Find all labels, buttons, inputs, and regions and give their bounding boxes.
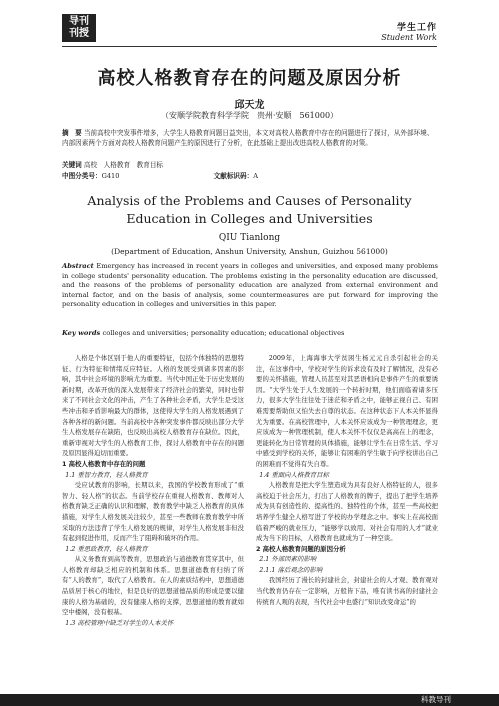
abstract-en-label: Abstract: [62, 262, 94, 270]
abstract-cn: [62, 128, 438, 148]
logo-line-2: 刊授: [69, 28, 89, 39]
paper-title-cn: 高校人格教育存在的问题及原因分析: [97, 68, 402, 89]
header-rule: [62, 46, 437, 47]
doc-code-label: 文献标识码：: [213, 172, 254, 180]
body-paragraph: 我国经历了漫长的封建社会，封建社会的人才观、教育观对当代教育仍存在一定影响，万般皆下品，唯有读书高的封建社会传统育人观的表现，当代社会中也盛行“知识改变命运”的: [256, 576, 438, 606]
section-heading: 1.2 重思政教育，轻人格教育: [65, 544, 148, 553]
keywords-en-label: Key words: [62, 329, 101, 337]
body-column-right: [256, 353, 438, 607]
body-paragraph: 从义务教育到高等教育，思想政治与道德教育贯穿其中，但人格教育却缺乏相应的机制和体系。思想道德教育归纳了所有“人的教育”，取代了人格教育。在人的素质结构中，思想道德品质居于核心的地位，但是良好的思想道德品质的形成是要以健康的人格为基础的，没有健康人格的支撑，思想道德的教育就如空中楼阁，没有根基。: [62, 555, 244, 617]
paper-title-en-line-1: Analysis of the Problems and Causes of Personality: [87, 193, 412, 208]
footer-journal-name: 科教导刊: [421, 695, 451, 704]
section-heading: 2.1.1 落后观念的影响: [259, 565, 323, 574]
body-paragraph: 人格教育是把大学生塑造成为具有良好人格特征的人，很多高校迫于社会压力，打出了人格教育的牌子，提出了把学生培养成为具有创造性的、提高性的、独特性的个体，甚至一些高校把培养学生健全人格写进了学校的办学理念之中。事实上在高校面临着严峻的就业压力，“能够学以致用、对社会有用的人才”就业成为当下的目标，人格教育也就成为了一种空谈。: [256, 481, 438, 543]
body-paragraph: 受应试教育的影响，长期以来，我国的学校教育形成了“重智力、轻人格”的状态。当前学校存在重视人格教育、教师对人格教育缺乏正确的认识和理解，教育教学中缺乏人格教育的具体措施，对学生人格发展关注较少，甚至一些教师在教育教学中所采取的方法违背了学生人格发展的规律，对学生人格发展非但没有起到促进作用，反而产生了阻碍和破坏的作用。: [62, 481, 244, 543]
journal-section-en: Student Work: [381, 33, 437, 42]
keywords-en: [62, 329, 438, 339]
class-value: G410: [101, 172, 120, 180]
journal-section-cn: 学生工作: [396, 23, 437, 33]
author-cn: 邱天龙: [234, 100, 265, 111]
section-heading: 1.1 重智力教育，轻人格教育: [65, 470, 148, 479]
footer-bar: [0, 694, 499, 706]
paper-title-en-line-2: Education in Colleges and Universities: [126, 211, 373, 226]
author-en: QIU Tianlong: [218, 233, 281, 243]
journal-section: [381, 20, 437, 42]
section-heading: 2.1 外部因素的影响: [259, 555, 317, 564]
abstract-en-text: Emergency has increased in recent years in colleges and universities, and exposed many problems in college students' personality education. The problems existing in the personality education are discussed, and the reasons of the problems of personality education are analyzed from external environment and internal factor, and on the basis of analysis, some countermeasures are put forward for improving the personality education in colleges and universities in this paper.: [62, 262, 438, 308]
section-heading: 1 高校人格教育中存在的问题: [62, 459, 146, 468]
section-heading: 1.4 重面向人格教育目标: [259, 470, 329, 479]
abstract-en: [62, 262, 438, 310]
paper-title-en: [0, 192, 499, 228]
keywords-cn-text: 高校 人格教育 教育目标: [83, 161, 164, 169]
keywords-cn-label: 关键词: [62, 161, 82, 169]
affiliation-cn: （安顺学院教育科学学院 贵州·安顺 561000）: [160, 111, 339, 120]
doc-code-value: A: [253, 172, 258, 180]
logo-line-1: 导刊: [69, 16, 89, 27]
affiliation-en: (Department of Education, Anshun University, Anshun, Guizhou 561000): [111, 247, 388, 256]
section-heading: 2 高校人格教育问题的原因分析: [256, 544, 346, 553]
class-label: 中图分类号：: [62, 172, 102, 180]
journal-logo: [62, 14, 96, 42]
abstract-cn-text: 当前高校中突发事件增多，大学生人格教育问题日益突出，本文对高校人格教育中存在的问题进行了探讨，从外部环境、内部因素两个方面对高校人格教育问题产生的原因进行了分析，在此基础上提出改进高校人格教育的对策。: [62, 129, 434, 147]
keywords-cn: [62, 160, 438, 170]
keywords-en-text: colleges and universities; personality education; educational objectives: [102, 329, 345, 337]
section-heading: 1.3 高校管理中缺乏对学生的人本关怀: [65, 618, 174, 627]
body-column-left: [62, 353, 244, 628]
classification-cn: [62, 171, 438, 181]
body-paragraph: 人格是个体区别于他人的重要特征，包括个体独特的思想特征、行为特征和情绪反应特征。人格的发展受到诸多因素的影响，其中社会环境的影响尤为重要。当代中国正处于历史发展的新时期，改革开放的深入发展带来了经济社会的繁荣，同时也带来了不同社会文化的冲击，产生了各种社会矛盾，大学生是受这些冲击和矛盾影响最大的群体，这使得大学生的人格发展遇到了各种各样的新问题。当前高校中各种突发事件都反映出部分大学生人格发展存在缺陷，也反映出高校人格教育存在缺位。因此，重新审视对大学生的人格教育工作，探讨人格教育中存在的问题及原因显得迫切而重要。: [62, 354, 244, 458]
body-paragraph: 2009年，上海海事大学贫困生杨元元自杀引起社会的关注，在这事件中，学校对学生的诉求没有及时了解情况，没有必要的关怀措施，管理人员甚至对其恶语相向是事件产生的重要诱因。“大学生处于人生发展的一个转折时期，他们面临着诸多压力，很多大学生往往处于迷茫和矛盾之中，能够正视自己、有困难需要帮助但又怕失去自尊的状态。在这种状态下人本关怀显得尤为重要。在高校管理中，人本关怀应该成为一种管理理念，更应该成为一种管理机制，使人本关怀不仅仅是高高在上的理念，更能转化为日常管理的具体措施，能够让学生在日常生活、学习中感受到学校的关怀，能够让有困难的学生敏于向学校讲出自己的困难而不觉得有失自尊。: [256, 354, 438, 468]
abstract-cn-label: 摘 要: [62, 129, 82, 137]
